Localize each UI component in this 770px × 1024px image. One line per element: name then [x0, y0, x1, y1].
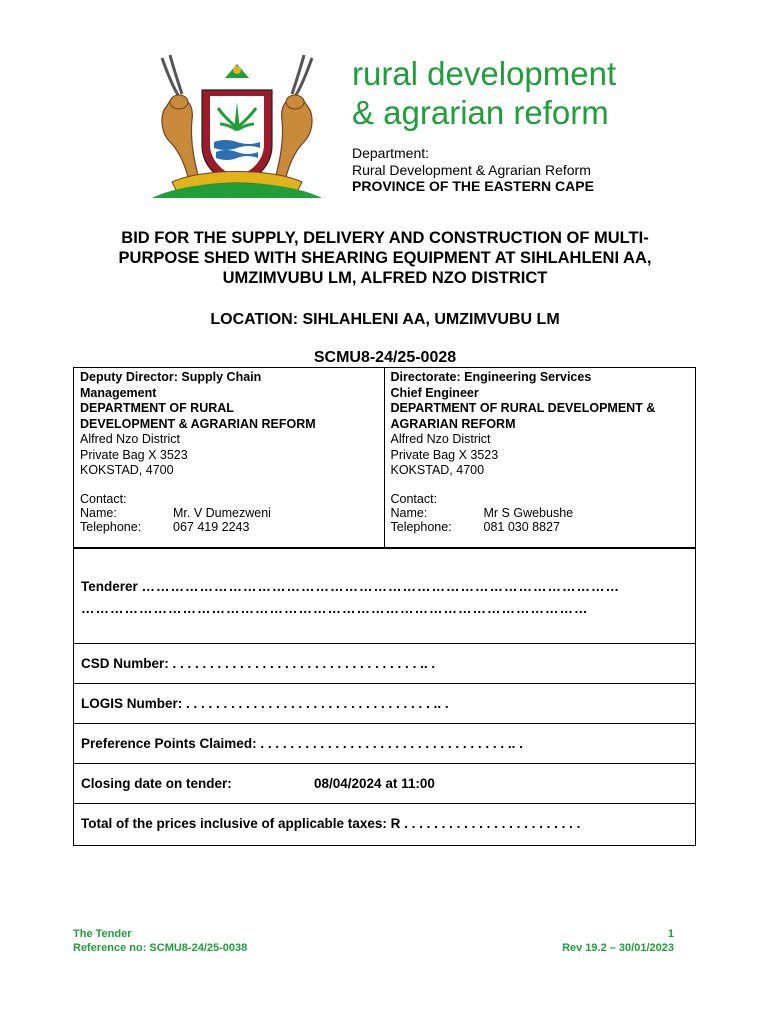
right-tel-value: 081 030 8827	[483, 519, 560, 534]
footer-reference-number: Reference no: SCMU8-24/25-0038	[73, 941, 248, 954]
footer-page-info	[562, 928, 674, 955]
contact-table	[73, 367, 696, 548]
left-tel-value: 067 419 2243	[173, 519, 250, 534]
right-line-7: KOKSTAD, 4700	[390, 463, 485, 477]
right-contact-details	[391, 492, 690, 534]
logis-label: LOGIS Number:	[81, 696, 183, 711]
total-price-dots: . . . . . . . . . . . . . . . . . . . . . . . .	[400, 816, 581, 831]
right-line-1: Directorate: Engineering Services	[390, 370, 592, 384]
csd-dots: . . . . . . . . . . . . . . . . . . . . . . . . . . . . . . . . . .. .	[168, 656, 436, 671]
footer-tender-label: The Tender	[73, 928, 132, 940]
closing-date-row	[74, 763, 695, 803]
right-name-value: Mr S Gwebushe	[483, 505, 574, 520]
bid-title-line-3: UMZIMVUBU LM, ALFRED NZO DISTRICT	[222, 269, 548, 287]
left-line-3: DEPARTMENT OF RURAL	[80, 401, 234, 415]
left-name-value: Mr. V Dumezweni	[173, 505, 271, 520]
total-price-row[interactable]	[74, 803, 695, 845]
contact-left	[74, 368, 385, 547]
csd-label: CSD Number:	[81, 656, 169, 671]
preference-label: Preference Points Claimed:	[81, 736, 257, 751]
brand-line-1: rural development	[352, 55, 617, 92]
bid-title-line-2: PURPOSE SHED WITH SHEARING EQUIPMENT AT SIHLAHLENI AA,	[118, 249, 652, 267]
preference-points-row[interactable]	[74, 723, 695, 763]
footer-reference	[73, 928, 247, 955]
province-name: PROVINCE OF THE EASTERN CAPE	[352, 178, 594, 194]
right-line-2: Chief Engineer	[390, 385, 479, 400]
left-line-6: Private Bag X 3523	[80, 447, 188, 462]
right-tel-label: Telephone:	[390, 519, 452, 534]
revision-info: Rev 19.2 – 30/01/2023	[562, 941, 674, 954]
page-number: 1	[667, 928, 674, 940]
coat-of-arms-logo	[132, 50, 342, 200]
bid-reference: SCMU8-24/25-0028	[313, 349, 457, 366]
right-contact-label: Contact:	[390, 491, 438, 506]
contact-right	[385, 368, 696, 547]
bid-title	[80, 228, 690, 288]
left-contact-label: Contact:	[80, 491, 127, 506]
total-price-label: Total of the prices inclusive of applicable taxes: R	[81, 816, 401, 831]
preference-dots: . . . . . . . . . . . . . . . . . . . . . . . . . . . . . . . . . .. .	[256, 736, 523, 751]
closing-date-label: Closing date on tender:	[81, 776, 232, 791]
right-line-6: Private Bag X 3523	[390, 447, 499, 462]
right-line-5: Alfred Nzo District	[390, 432, 491, 446]
tenderer-dots-1: ………………………………………………………………………………………	[141, 579, 621, 594]
brand-title	[352, 54, 616, 132]
logis-number-row[interactable]	[74, 683, 695, 723]
department-name: Rural Development & Agrarian Reform	[352, 161, 591, 178]
brand-line-2: & agrarian reform	[352, 94, 609, 131]
bid-location: LOCATION: SIHLAHLENI AA, UMZIMVUBU LM	[210, 311, 560, 328]
csd-number-row[interactable]	[74, 643, 695, 683]
logis-dots: . . . . . . . . . . . . . . . . . . . . . . . . . . . . . . . . . .. .	[182, 696, 449, 711]
left-line-5: Alfred Nzo District	[80, 432, 181, 446]
left-line-1: Deputy Director: Supply Chain	[80, 370, 262, 384]
left-line-4: DEVELOPMENT & AGRARIAN REFORM	[80, 416, 316, 431]
tender-form	[73, 548, 696, 846]
left-name-label: Name:	[80, 505, 117, 520]
left-contact-details	[80, 492, 378, 534]
left-line-2: Management	[80, 385, 157, 400]
right-line-4: AGRARIAN REFORM	[390, 416, 516, 431]
department-block	[352, 145, 594, 195]
tenderer-label: Tenderer	[81, 579, 138, 594]
department-label: Department:	[352, 145, 430, 161]
left-tel-label: Telephone:	[80, 519, 142, 534]
tenderer-dots-2: ……………………………………………………………………………………………	[81, 601, 589, 616]
right-name-label: Name:	[390, 505, 428, 520]
tenderer-row[interactable]	[74, 548, 695, 643]
closing-date-value: 08/04/2024 at 11:00	[314, 776, 435, 791]
right-line-3: DEPARTMENT OF RURAL DEVELOPMENT &	[390, 401, 656, 415]
bid-title-line-1: BID FOR THE SUPPLY, DELIVERY AND CONSTRUCTION OF MULTI-	[121, 229, 649, 247]
left-line-7: KOKSTAD, 4700	[80, 463, 174, 477]
